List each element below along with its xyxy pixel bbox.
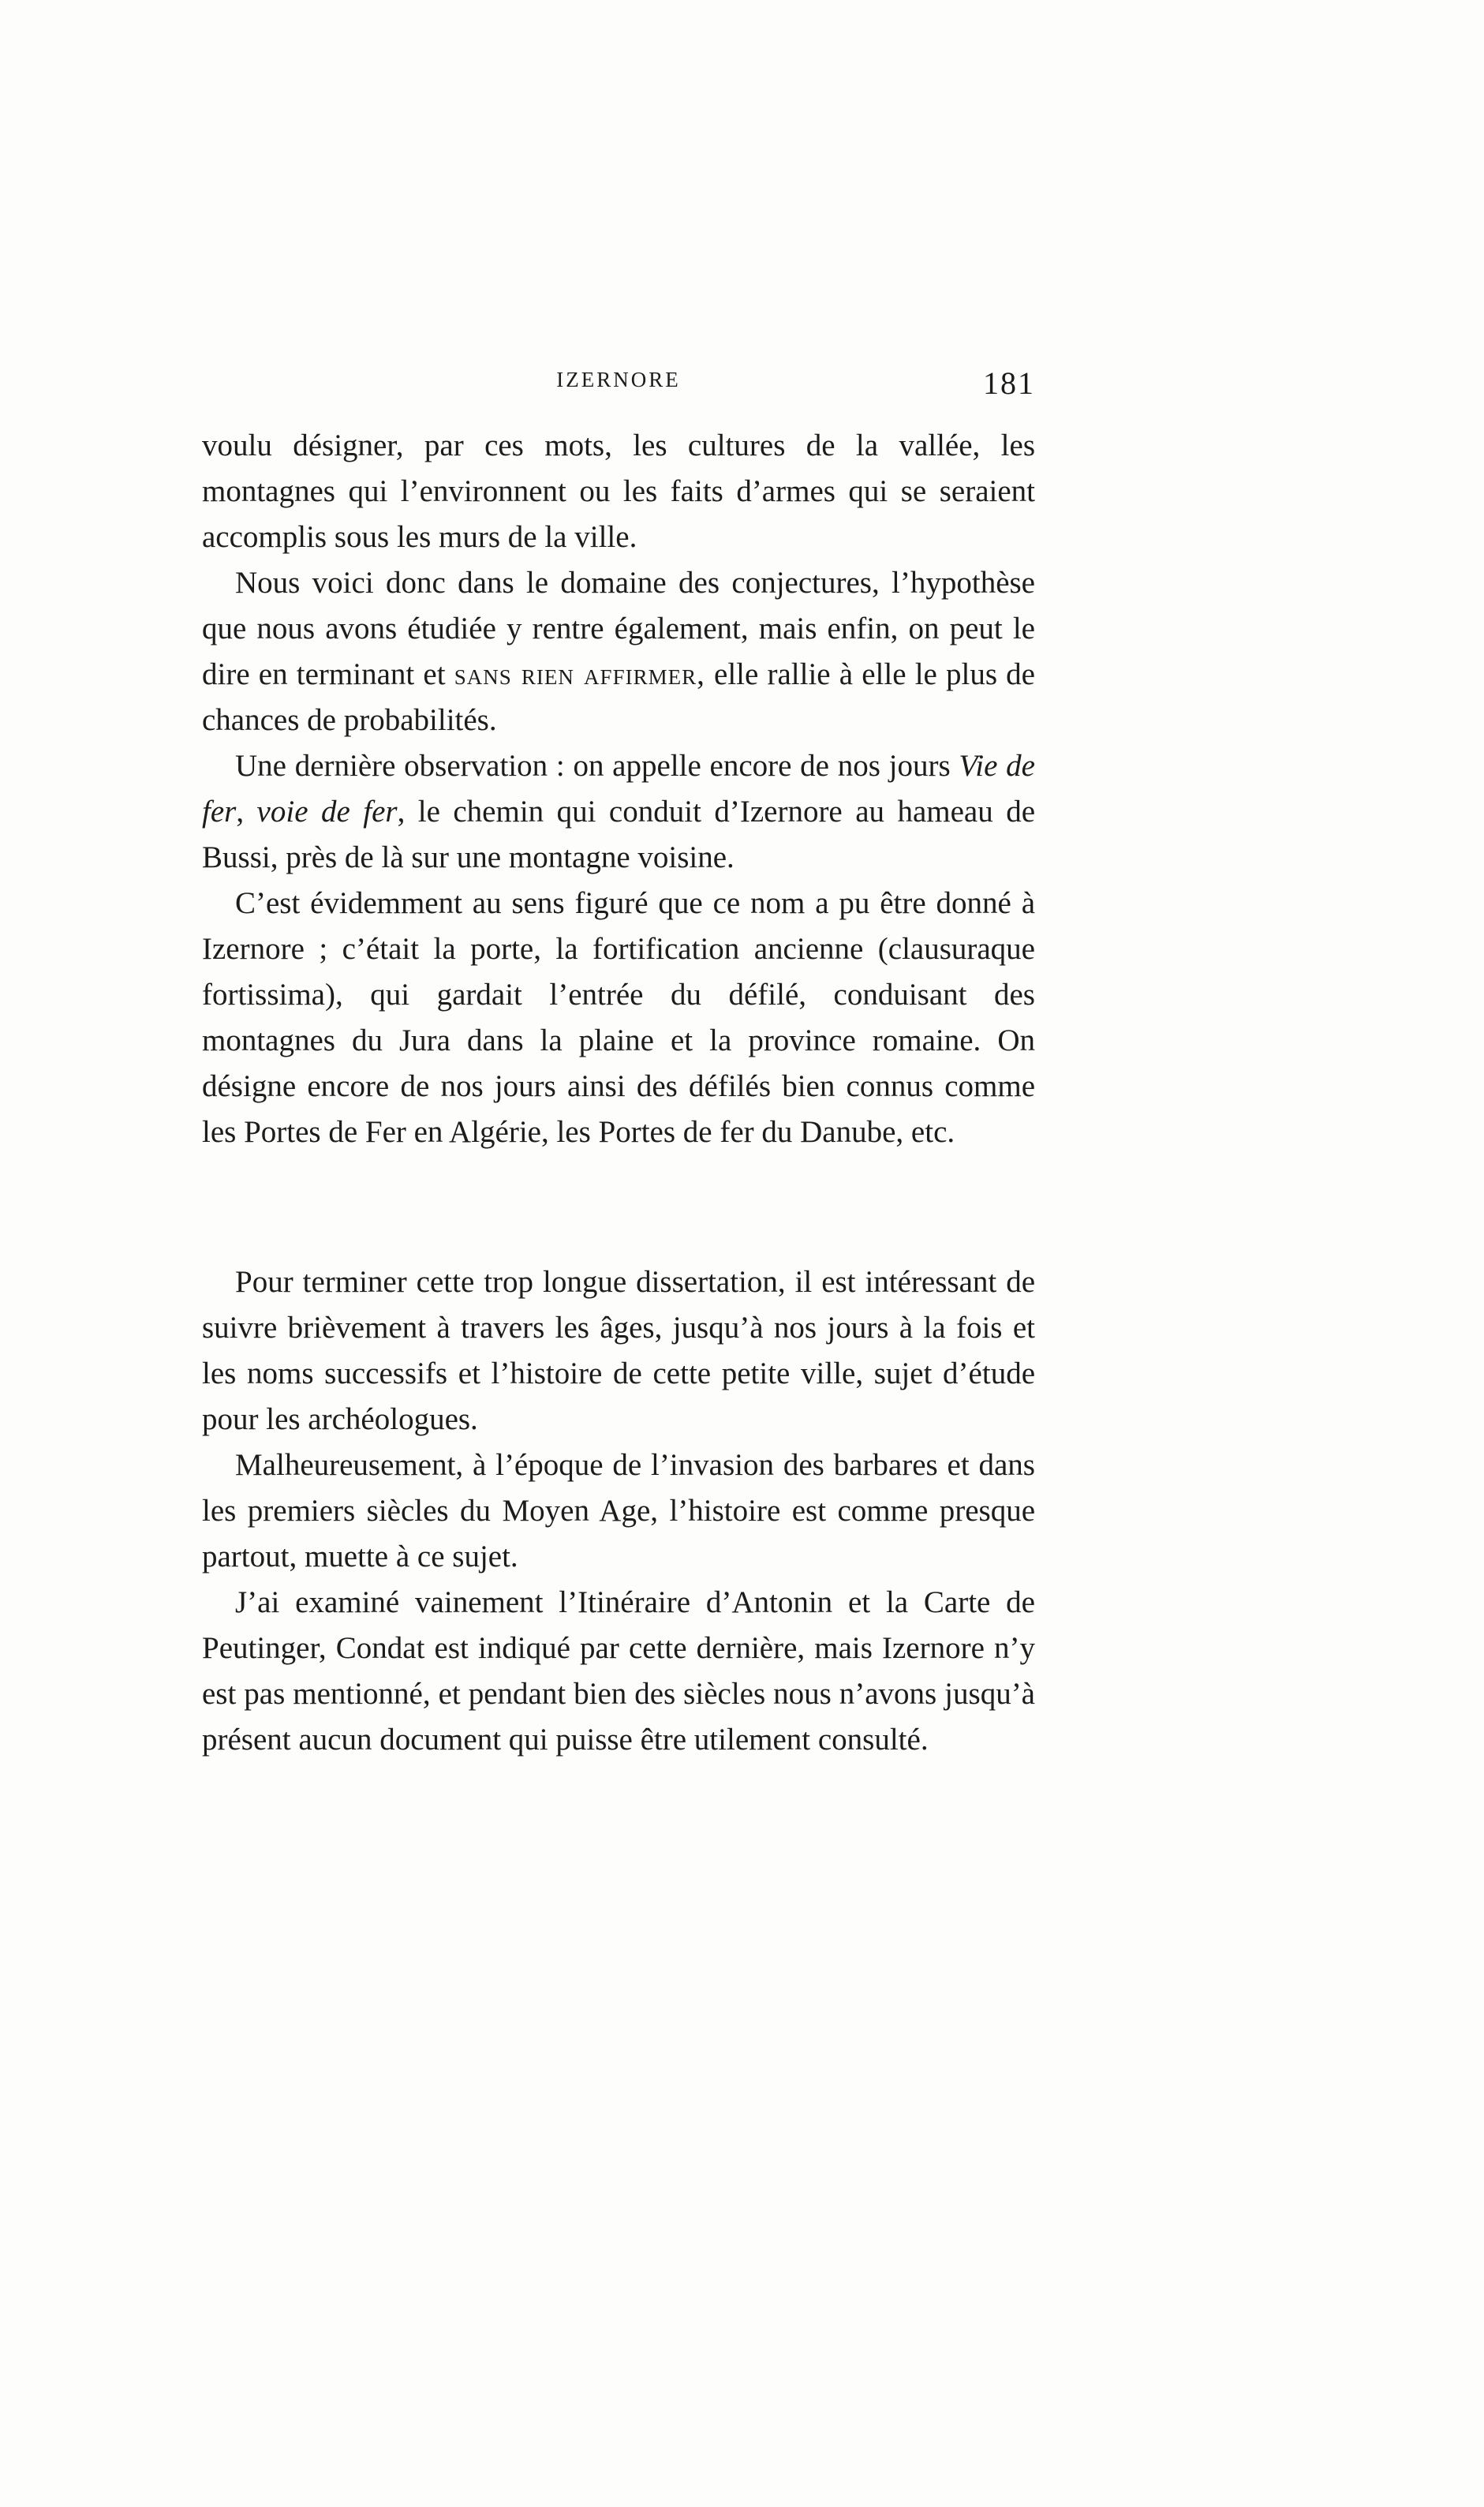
italic-term: voie de fer — [256, 795, 398, 829]
paragraph-text: Nous voici donc dans le domaine des conjectures, l’hypothèse que nous avons étudiée y rentre également, mais enfin, on peut le dire en terminant et — [202, 566, 1035, 691]
paragraph-figurative-sense: C’est évidemment au sens figuré que ce nom a pu être donné à Izernore ; c’était la porte, la fortification ancienne (clausuraque fortissima), qui gardait l’entrée du défilé, conduisant des montagnes du Jura dans la plaine et la province romaine. On désigne encore de nos jours ainsi des défilés bien connus comme les Portes de Fer en Algérie, les Portes de fer du Danube, etc. — [202, 886, 1035, 1149]
paragraph-continuation: voulu désigner, par ces mots, les cultures de la vallée, les montagnes qui l’environnent ou les faits d’armes qui se seraient accomplis sous les murs de la ville. — [202, 428, 1035, 554]
paragraph-itinerary: J’ai examiné vainement l’Itinéraire d’Antonin et la Carte de Peutinger, Condat est indiqué par cette dernière, mais Izernore n’y est pas mentionné, et pendant bien des siècles nous n’avons jusqu’à présent aucun document qui puisse être utilement consulté. — [202, 1585, 1035, 1757]
text-block-lower — [202, 1259, 1035, 1763]
running-title: IZERNORE — [556, 368, 681, 391]
paragraph-middle-ages: Malheureusement, à l’époque de l’invasion des barbares et dans les premiers siècles du Moyen Age, l’histoire est comme presque partout, muette à ce sujet. — [202, 1448, 1035, 1573]
italic-term: Vie de fer — [202, 749, 1035, 829]
paragraph-dissertation: Pour terminer cette trop longue dissertation, il est intéressant de suivre brièvement à travers les âges, jusqu’à nos jours à la fois et les noms successifs et l’histoire de cette petite ville, sujet d’étude pour les archéologues. — [202, 1265, 1035, 1436]
paragraph-text: , le chemin qui conduit d’Izernore au hameau de Bussi, près de là sur une montagne voisine. — [202, 795, 1036, 874]
running-head — [202, 365, 1035, 404]
paragraph-observation — [202, 743, 1035, 881]
paragraph-text: Une dernière observation : on appelle encore de nos jours — [235, 749, 959, 783]
page-number: 181 — [983, 365, 1035, 401]
paragraph-conjectures — [202, 560, 1035, 743]
text-block-upper — [202, 423, 1035, 1155]
small-caps-emphasis: sans rien affirmer, — [454, 657, 705, 691]
paragraph-text: elle rallie à elle le plus de chances de probabilités. — [202, 657, 1035, 737]
paragraph-text: , — [236, 795, 257, 829]
